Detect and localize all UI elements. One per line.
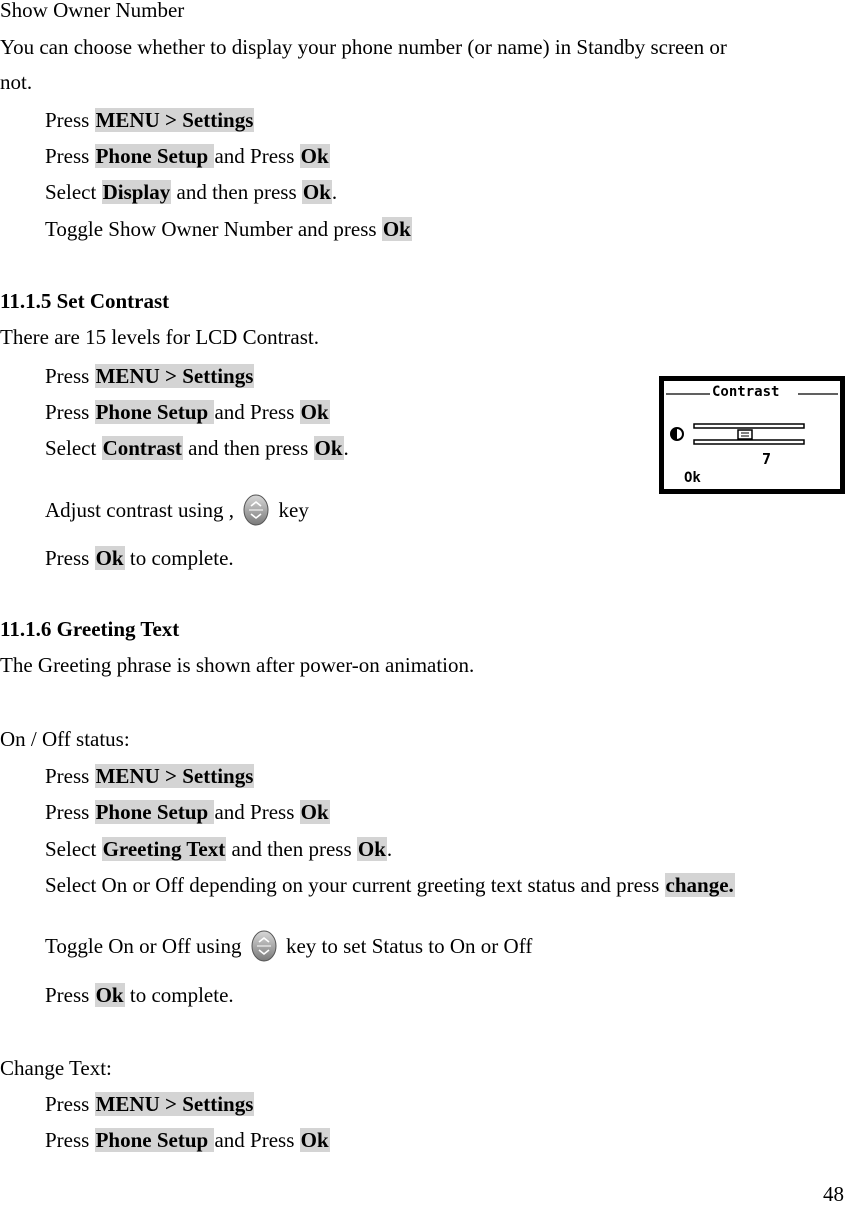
ok-label: Ok (300, 400, 329, 424)
step-text: to complete. (124, 546, 234, 570)
section-title-greeting-text: 11.1.6 Greeting Text (0, 617, 180, 641)
contrast-screen-value: 7 (762, 450, 772, 468)
ok-label: Ok (300, 800, 329, 824)
section-title-set-contrast: 11.1.5 Set Contrast (0, 289, 170, 313)
menu-settings-label: MENU > Settings (95, 764, 254, 788)
ok-label: Ok (300, 144, 329, 168)
step-text: and Press (214, 144, 300, 168)
step-text: to complete. (124, 983, 234, 1007)
menu-settings-label: MENU > Settings (95, 1092, 254, 1116)
step-text: Select (45, 837, 102, 861)
step-text: . (386, 837, 393, 861)
step-text: Select (45, 180, 102, 204)
contrast-description: There are 15 levels for LCD Contrast. (0, 325, 319, 349)
phone-setup-label: Phone Setup (95, 1128, 214, 1152)
nav-key-icon (243, 494, 269, 526)
change-text-label: Change Text: (0, 1056, 112, 1080)
phone-setup-label: Phone Setup (95, 400, 214, 424)
ok-label: Ok (382, 217, 411, 241)
phone-setup-label: Phone Setup (95, 144, 214, 168)
greeting-text-label: Greeting Text (102, 837, 226, 861)
ok-label: Ok (357, 837, 386, 861)
step-text: Press (45, 764, 95, 788)
contrast-label: Contrast (102, 436, 182, 460)
step-text: Press (45, 983, 95, 1007)
contrast-screen-illustration (659, 376, 845, 494)
step-text: . (343, 436, 349, 460)
page-number: 48 (823, 1182, 844, 1206)
step-text: Press (45, 400, 95, 424)
ok-label: Ok (314, 436, 343, 460)
menu-settings-label: MENU > Settings (95, 108, 254, 132)
step-text: Select On or Off depending on your current greeting text status and press (45, 873, 665, 897)
step-text: key (273, 498, 309, 522)
greeting-description: The Greeting phrase is shown after power-on animation. (0, 653, 475, 677)
nav-key-icon (251, 930, 277, 962)
contrast-screen-softkey: Ok (684, 470, 701, 486)
step-text: . (331, 180, 338, 204)
step-text: Adjust contrast using , (45, 498, 240, 522)
contrast-screen-title: Contrast (712, 384, 780, 400)
step-text: Press (45, 800, 95, 824)
ok-label: Ok (95, 546, 124, 570)
step-text: Select (45, 436, 102, 460)
step-text: and Press (214, 1128, 300, 1152)
step-text: Toggle On or Off using (45, 934, 247, 958)
ok-label: Ok (95, 983, 124, 1007)
ok-label: Ok (300, 1128, 329, 1152)
step-text: and then press (182, 436, 314, 460)
step-text: Press (45, 108, 95, 132)
change-label: change. (665, 873, 734, 897)
owner-description-line2: not. (0, 70, 33, 94)
step-text: Press (45, 144, 95, 168)
section-title-owner-number: Show Owner Number (0, 0, 185, 22)
step-text: Press (45, 546, 95, 570)
step-text: key to set Status to On or Off (280, 934, 533, 958)
step-text: Toggle Show Owner Number and press (45, 217, 382, 241)
owner-description-line1: You can choose whether to display your phone number (or name) in Standby screen or (0, 35, 727, 59)
step-text: and then press (226, 837, 357, 861)
phone-setup-label: Phone Setup (95, 800, 214, 824)
step-text: and Press (214, 800, 300, 824)
onoff-status-label: On / Off status: (0, 727, 130, 751)
step-text: and then press (171, 180, 302, 204)
ok-label: Ok (302, 180, 331, 204)
display-label: Display (102, 180, 171, 204)
step-text: Press (45, 364, 95, 388)
step-text: Press (45, 1092, 95, 1116)
menu-settings-label: MENU > Settings (95, 364, 254, 388)
step-text: Press (45, 1128, 95, 1152)
step-text: and Press (214, 400, 300, 424)
